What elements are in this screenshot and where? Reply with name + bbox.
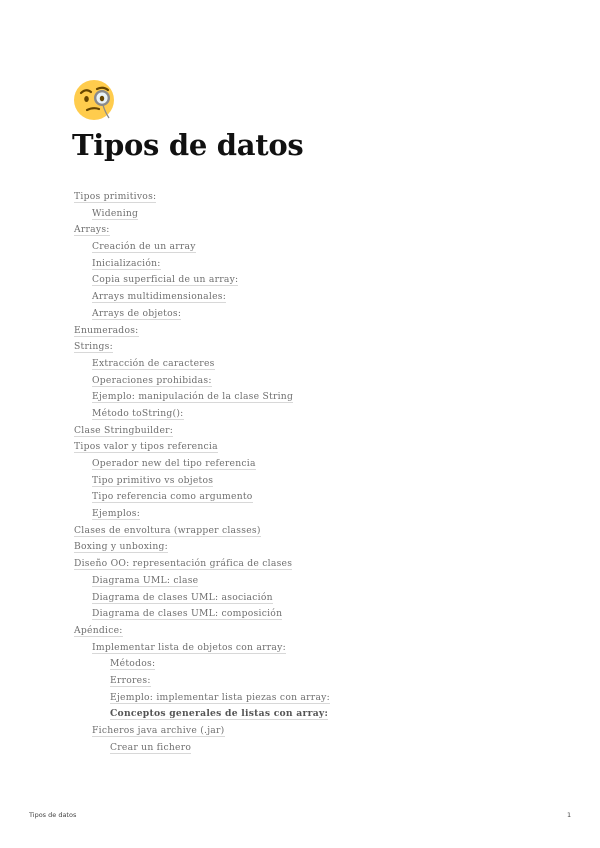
toc-link[interactable]: Arrays multidimensionales: [92,291,227,303]
toc-item [74,673,544,690]
toc-item [74,423,544,440]
toc-item [74,656,544,673]
toc-item [74,222,544,239]
toc-item [74,456,544,473]
toc-item [74,306,544,323]
toc-link[interactable]: Ficheros java archive (.jar) [92,725,225,736]
toc-link[interactable]: Operador new del tipo referencia [92,458,256,469]
toc-item [74,539,544,556]
toc-item [74,289,544,306]
toc-link[interactable]: Arrays de objetos: [92,307,182,319]
toc-link[interactable]: Ejemplos: [92,508,141,520]
toc-link[interactable]: Implementar lista de objetos con array: [92,641,286,653]
toc-item [74,323,544,340]
toc-link[interactable]: Errores: [110,674,151,686]
page-title: Tipos de datos [72,128,304,162]
footer-page-number: 1 [567,811,572,819]
toc-item [74,606,544,623]
toc-link[interactable]: Diseño OO: representación gráfica de clases [74,558,293,570]
toc-item [74,239,544,256]
toc-item [74,573,544,590]
toc-link[interactable]: Tipos primitivos: [74,191,157,202]
toc-link[interactable]: Arrays: [74,224,110,236]
toc-link[interactable]: Enumerados: [74,324,139,336]
toc-item [74,272,544,289]
toc-link[interactable]: Tipos valor y tipos referencia [74,441,218,453]
toc-link[interactable]: Diagrama UML: clase [92,574,199,586]
toc-link[interactable]: Apéndice: [74,624,123,636]
footer-doc-title: Tipos de datos [29,811,77,819]
toc-item [74,473,544,490]
face-with-monocle-icon [72,78,116,122]
toc-link[interactable]: Tipo referencia como argumento [92,491,253,503]
toc-item [74,723,544,740]
toc-link[interactable]: Creación de un array [92,241,196,253]
toc-item [74,523,544,540]
toc-item [74,740,544,757]
toc-link[interactable]: Método toString(): [92,407,184,419]
toc-item [74,406,544,423]
toc-link[interactable]: Conceptos generales de listas con array: [110,708,329,720]
toc-link[interactable]: Boxing y unboxing: [74,541,168,553]
toc-item [74,506,544,523]
toc-link[interactable]: Clases de envoltura (wrapper classes) [74,524,261,536]
toc-item [74,206,544,223]
toc-item [74,690,544,707]
toc-link[interactable]: Clase Stringbuilder: [74,424,174,436]
toc-item [74,439,544,456]
toc-link[interactable]: Copia superficial de un array: [92,274,239,286]
toc-link[interactable]: Widening [92,207,139,219]
toc-item [74,489,544,506]
toc-link[interactable]: Strings: [74,341,113,353]
toc-link[interactable]: Diagrama de clases UML: asociación [92,591,273,603]
toc-item [74,356,544,373]
toc-item [74,640,544,657]
toc-item [74,256,544,273]
toc-link[interactable]: Tipo primitivo vs objetos [92,474,214,486]
toc-link[interactable]: Crear un fichero [110,741,192,753]
toc-item [74,556,544,573]
toc-item [74,339,544,356]
table-of-contents [74,189,544,756]
toc-item [74,623,544,640]
toc-item [74,373,544,390]
toc-link[interactable]: Operaciones prohibidas: [92,374,212,386]
toc-link[interactable]: Métodos: [110,658,156,670]
toc-link[interactable]: Diagrama de clases UML: composición [92,608,283,620]
toc-item [74,389,544,406]
toc-item [74,706,544,723]
toc-link[interactable]: Inicialización: [92,257,161,269]
toc-item [74,189,544,206]
toc-link[interactable]: Ejemplo: manipulación de la clase String [92,391,294,403]
toc-link[interactable]: Ejemplo: implementar lista piezas con array: [110,691,330,703]
toc-item [74,590,544,607]
toc-link[interactable]: Extracción de caracteres [92,357,215,369]
